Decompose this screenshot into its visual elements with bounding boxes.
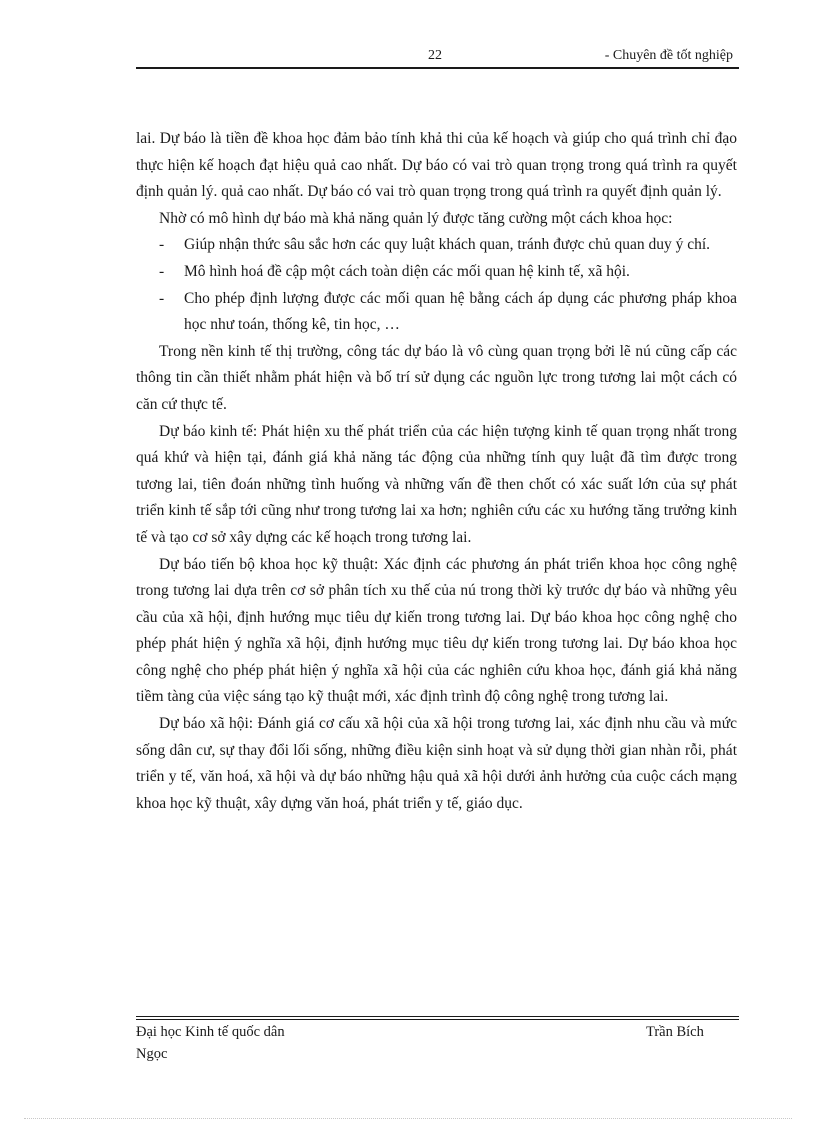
body-text bbox=[136, 126, 737, 817]
paragraph-technology-forecast: Dự báo tiến bộ khoa học kỹ thuật: Xác định các phương án phát triển khoa học công nghệ trong tương lai dựa trên cơ sở phân tích xu thế của nú trong thời kỳ trước dự báo và những yêu cầu của xã hội, định hướng mục tiêu dự kiến trong tương lai. Dự báo khoa học công nghệ cho phép phát hiện ý nghĩa xã hội, định hướng mục tiêu dự kiến trong tương lai. Dự báo khoa học công nghệ cho phép phát hiện ý nghĩa xã hội của các nghiên cứu khoa học, đánh giá khả năng tiềm tàng của việc sáng tạo kỹ thuật mới, xác định trình độ công nghệ trong tương lai. bbox=[136, 555, 737, 706]
bullet-item bbox=[136, 232, 737, 259]
bullet-text: Cho phép định lượng được các mối quan hệ bằng cách áp dụng các phương pháp khoa học như toán, thống kê, tin học, … bbox=[184, 289, 737, 334]
header-title: - Chuyên đề tốt nghiệp bbox=[604, 48, 733, 63]
page-header bbox=[136, 46, 739, 66]
footer-rule-bottom bbox=[136, 1019, 739, 1020]
footer-author: Trần Bích bbox=[646, 1024, 704, 1040]
footer-author-wrap: Ngọc bbox=[136, 1046, 168, 1062]
bullet-text: Mô hình hoá đề cập một cách toàn diện các mối quan hệ kinh tế, xã hội. bbox=[184, 262, 630, 280]
paragraph-market: Trong nền kinh tế thị trường, công tác dự báo là vô cùng quan trọng bởi lẽ nú cũng cấp các thông tin cần thiết nhằm phát hiện và bố trí sử dụng các nguồn lực trong tương lai một cách có căn cứ thực tế. bbox=[136, 342, 737, 413]
header-rule bbox=[136, 67, 739, 69]
footer-rule-top bbox=[136, 1016, 739, 1017]
bullet-dash: - bbox=[159, 262, 165, 280]
bullet-text: Giúp nhận thức sâu sắc hơn các quy luật khách quan, tránh được chủ quan duy ý chí. bbox=[184, 236, 711, 254]
paragraph-continuation: lai. Dự báo là tiền đề khoa học đảm bảo tính khả thi của kế hoạch và giúp cho quá trình chỉ đạo thực hiện kế hoạch đạt hiệu quả cao nhất. Dự báo có vai trò quan trọng trong quá trình ra quyết định quản lý. quả cao nhất. Dự báo có vai trò quan trọng trong quá trình ra quyết định quản lý. bbox=[136, 130, 737, 201]
bullet-item bbox=[136, 259, 737, 286]
page-edge bbox=[24, 1118, 792, 1120]
paragraph-social-forecast: Dự báo xã hội: Đánh giá cơ cấu xã hội của xã hội trong tương lai, xác định nhu cầu và mức sống dân cư, sự thay đổi lối sống, những điều kiện sinh hoạt và sử dụng thời gian nhàn rỗi, phát triển y tế, văn hoá, xã hội và dự báo những hậu quả xã hội dưới ảnh hưởng của cuộc cách mạng khoa học kỹ thuật, xây dựng văn hoá, phát triển y tế, giáo dục. bbox=[136, 715, 737, 812]
paragraph-intro: Nhờ có mô hình dự báo mà khả năng quản lý được tăng cường một cách khoa học: bbox=[159, 209, 673, 227]
page-number: 22 bbox=[428, 48, 442, 63]
bullet-dash: - bbox=[159, 289, 165, 307]
bullet-item bbox=[136, 286, 737, 339]
paragraph-economic-forecast: Dự báo kinh tế: Phát hiện xu thế phát triển của các hiện tượng kinh tế quan trọng nhất trong quá khứ và hiện tại, đánh giá khả năng tác động của những tính quy luật đã tìm được trong tương lai, tiên đoán những tình huống và những vấn đề then chốt có xác suất lớn của sự phát triển kinh tế sắp tới cũng như trong tương lai xa hơn; nghiên cứu các xu hướng tăng trưởng kinh tế và tạo cơ sở xây dựng các kế hoạch trong tương lai. bbox=[136, 422, 737, 546]
bullet-dash: - bbox=[159, 236, 165, 254]
footer-institution: Đại học Kinh tế quốc dân bbox=[136, 1024, 285, 1040]
